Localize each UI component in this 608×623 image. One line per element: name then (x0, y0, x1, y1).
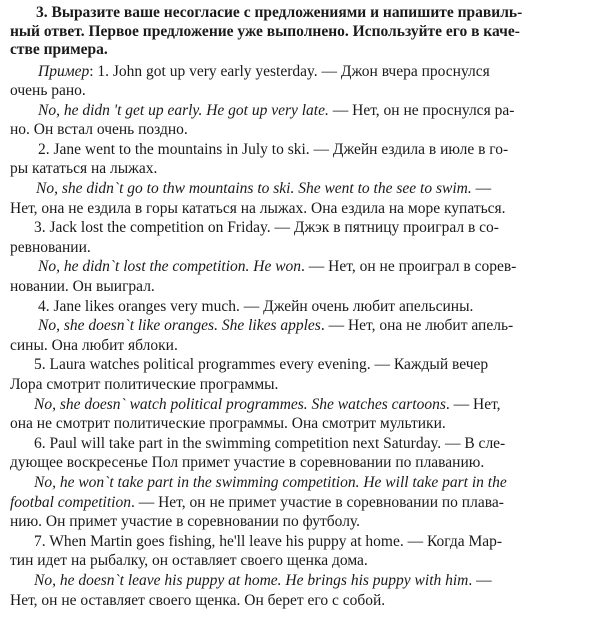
exercise-body (10, 62, 598, 611)
text-line: нию. Он примет участие в соревновании по футболу. (10, 513, 360, 531)
text-line: Нет, она не ездила в горы кататься на лыжах. Она ездила на море купаться. (10, 199, 506, 217)
text-line: но. Он встал очень поздно. (10, 121, 188, 139)
text-line: дующее воскресенье Пол примет участие в соревновании по плаванию. (10, 454, 485, 472)
text-line: она не смотрит политические программы. Она смотрит мультики. (10, 415, 446, 433)
text-line: Лора смотрит политические программы. (10, 376, 279, 393)
text-line: ревновании. (10, 238, 91, 256)
text-line: тин идет на рыбалку, он оставляет своего щенка дома. (10, 552, 368, 570)
answer-line: No, he didn 't get up early. He got up very late. — Нет, он не проснулся ра- (38, 101, 515, 119)
sentence-line: 4. Jane likes oranges very much. — Джейн очень любит апельсины. (38, 297, 474, 315)
text-line: новании. Он выиграл. (10, 278, 155, 296)
answer-line: No, he didn`t lost the competition. He won. — Нет, он не проиграл в сорев- (38, 258, 517, 276)
text-line: ры кататься на лыжах. (10, 160, 158, 178)
sentence-line: 2. Jane went to the mountains in July to ski. — Джейн ездила в июле в го- (38, 140, 509, 158)
answer-line: No, he won`t take part in the swimming competition. He will take part in the (34, 473, 507, 491)
text-line: очень рано. (10, 82, 86, 100)
sentence-line: 3. Jack lost the competition on Friday. — Джэк в пятницу проиграл в со- (34, 219, 499, 237)
answer-line: No, she doesn`t like oranges. She likes apples. — Нет, она не любит апель- (38, 317, 514, 335)
sentence-line: 5. Laura watches political programmes every evening. — Каждый вечер (34, 356, 489, 374)
answer-line: No, he doesn`t leave his puppy at home. He brings his puppy with him. — (34, 571, 492, 589)
answer-line: No, she doesn` watch political programmes. She watches cartoons. — Нет, (34, 395, 501, 413)
sentence-line: 7. When Martin goes fishing, he'll leave his puppy at home. — Когда Мар- (34, 532, 503, 550)
text-line: сины. Она любит яблоки. (10, 336, 178, 354)
example-line: Пример: 1. John got up very early yesterday. — Джон вчера проснулся (38, 62, 490, 80)
task-heading-line: 3. Выразите ваше несогласие с предложениями и напишите правиль- (36, 4, 523, 21)
task-heading (10, 4, 598, 60)
task-heading-line: ный ответ. Первое предложение уже выполнено. Используйте его в каче- (10, 22, 520, 40)
task-heading-line: стве примера. (10, 41, 108, 58)
answer-line: No, she didn`t go to thw mountains to ski. She went to the see to swim. — (36, 180, 492, 198)
text-line: Нет, он не оставляет своего щенка. Он берет его с собой. (10, 591, 386, 609)
answer-line: footbal competition. — Нет, он не примет участие в соревновании по плава- (10, 493, 504, 511)
sentence-line: 6. Paul will take part in the swimming competition next Saturday. — В сле- (34, 434, 506, 452)
